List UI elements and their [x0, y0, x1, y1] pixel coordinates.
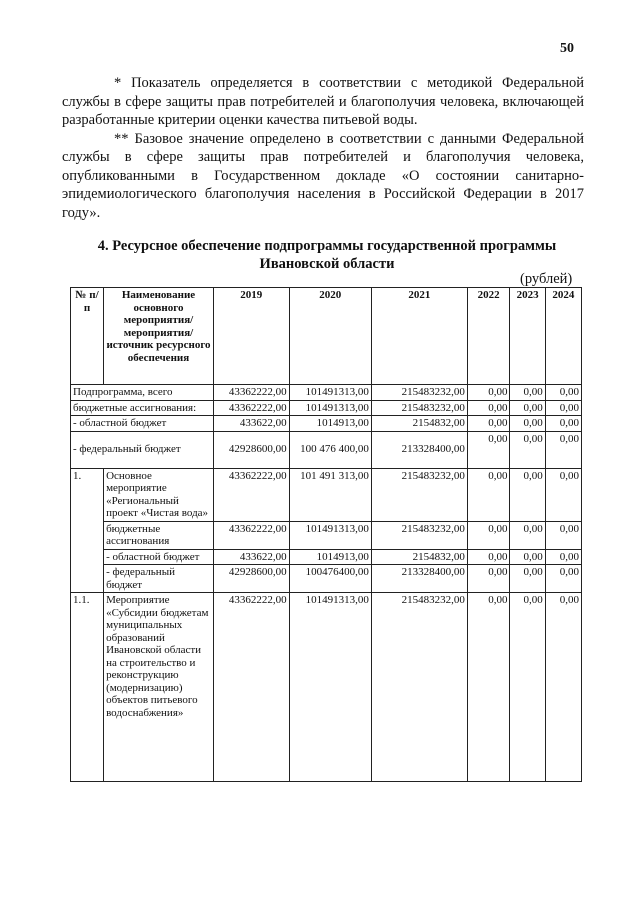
cell-2022: 0,00 — [467, 593, 510, 782]
cell-2021: 215483232,00 — [371, 521, 467, 549]
section-title: 4. Ресурсное обеспечение подпрограммы государственной программы Ивановской области — [97, 238, 557, 272]
footnote-2: ** Базовое значение определено в соответствии с данными Федеральной службы в сфере защиты прав потребителей и благополучия человека, опубликованными в Государственном докладе «О состоянии санитарно-эпидемиологического благополучия населения в Российской Федерации в 2017 году». — [62, 130, 584, 221]
table-row — [71, 593, 582, 782]
cell-2019: 42928600,00 — [213, 431, 289, 468]
header-2023: 2023 — [510, 288, 545, 385]
cell-2021: 215483232,00 — [371, 385, 467, 401]
cell-2019: 43362222,00 — [213, 385, 289, 401]
row-label: - областной бюджет — [104, 549, 214, 565]
table-row — [71, 431, 582, 468]
cell-2024: 0,00 — [545, 593, 581, 782]
cell-2021: 213328400,00 — [371, 431, 467, 468]
cell-2021: 215483232,00 — [371, 593, 467, 782]
cell-2022: 0,00 — [467, 549, 510, 565]
cell-2022: 0,00 — [467, 565, 510, 593]
cell-2023: 0,00 — [510, 565, 545, 593]
table-row — [71, 385, 582, 401]
resource-table — [70, 287, 582, 782]
header-name: Наименование основного мероприятия/ мероприятия/ источник ресурсного обеспечения — [104, 288, 214, 385]
row-label: Подпрограмма, всего — [71, 385, 214, 401]
cell-2022: 0,00 — [467, 468, 510, 521]
cell-2021: 2154832,00 — [371, 549, 467, 565]
cell-2020: 1014913,00 — [289, 416, 371, 432]
cell-2019: 433622,00 — [213, 416, 289, 432]
cell-2022: 0,00 — [467, 431, 510, 468]
cell-2023: 0,00 — [510, 416, 545, 432]
cell-2022: 0,00 — [467, 385, 510, 401]
row-label: Основное мероприятие «Региональный проект «Чистая вода» — [104, 468, 214, 521]
cell-2019: 42928600,00 — [213, 565, 289, 593]
row-number: 1.1. — [71, 593, 104, 782]
cell-2022: 0,00 — [467, 416, 510, 432]
header-2022: 2022 — [467, 288, 510, 385]
cell-2020: 101 491 313,00 — [289, 468, 371, 521]
table-header-row — [71, 288, 582, 385]
cell-2023: 0,00 — [510, 400, 545, 416]
cell-2024: 0,00 — [545, 400, 581, 416]
table-row — [71, 565, 582, 593]
cell-2023: 0,00 — [510, 593, 545, 782]
cell-2023: 0,00 — [510, 549, 545, 565]
header-2019: 2019 — [213, 288, 289, 385]
cell-2023: 0,00 — [510, 468, 545, 521]
cell-2020: 100 476 400,00 — [289, 431, 371, 468]
cell-2021: 215483232,00 — [371, 400, 467, 416]
cell-2021: 213328400,00 — [371, 565, 467, 593]
header-2020: 2020 — [289, 288, 371, 385]
units-label: (рублей) — [520, 271, 573, 287]
cell-2023: 0,00 — [510, 431, 545, 468]
cell-2021: 2154832,00 — [371, 416, 467, 432]
row-label: Мероприятие «Субсидии бюджетам муниципальных образований Ивановской области на строительство и реконструкцию (модернизацию) объектов питьевого водоснабжения» — [104, 593, 214, 782]
cell-2020: 101491313,00 — [289, 400, 371, 416]
cell-2020: 100476400,00 — [289, 565, 371, 593]
table-row — [71, 416, 582, 432]
cell-2024: 0,00 — [545, 521, 581, 549]
cell-2024: 0,00 — [545, 468, 581, 521]
cell-2019: 43362222,00 — [213, 593, 289, 782]
footnote-1: * Показатель определяется в соответствии с методикой Федеральной службы в сфере защиты прав потребителей и благополучия человека, включающей разработанные критерии оценки качества питьевой воды. — [62, 75, 584, 128]
table-row — [71, 468, 582, 521]
row-label: бюджетные ассигнования: — [71, 400, 214, 416]
cell-2020: 101491313,00 — [289, 593, 371, 782]
table-row — [71, 400, 582, 416]
cell-2019: 43362222,00 — [213, 468, 289, 521]
cell-2022: 0,00 — [467, 400, 510, 416]
row-label: бюджетные ассигнования — [104, 521, 214, 549]
cell-2023: 0,00 — [510, 385, 545, 401]
cell-2024: 0,00 — [545, 431, 581, 468]
cell-2020: 101491313,00 — [289, 521, 371, 549]
cell-2020: 1014913,00 — [289, 549, 371, 565]
cell-2024: 0,00 — [545, 565, 581, 593]
header-2021: 2021 — [371, 288, 467, 385]
cell-2024: 0,00 — [545, 385, 581, 401]
row-number: 1. — [71, 468, 104, 593]
table-row — [71, 521, 582, 549]
page-number: 50 — [560, 41, 574, 56]
cell-2019: 43362222,00 — [213, 400, 289, 416]
footnotes — [62, 74, 584, 222]
cell-2024: 0,00 — [545, 549, 581, 565]
table-row — [71, 549, 582, 565]
header-2024: 2024 — [545, 288, 581, 385]
row-label: - федеральный бюджет — [71, 431, 214, 468]
cell-2020: 101491313,00 — [289, 385, 371, 401]
cell-2019: 433622,00 — [213, 549, 289, 565]
cell-2022: 0,00 — [467, 521, 510, 549]
cell-2021: 215483232,00 — [371, 468, 467, 521]
cell-2019: 43362222,00 — [213, 521, 289, 549]
header-num: № п/п — [71, 288, 104, 385]
row-label: - федеральный бюджет — [104, 565, 214, 593]
row-label: - областной бюджет — [71, 416, 214, 432]
cell-2024: 0,00 — [545, 416, 581, 432]
cell-2023: 0,00 — [510, 521, 545, 549]
